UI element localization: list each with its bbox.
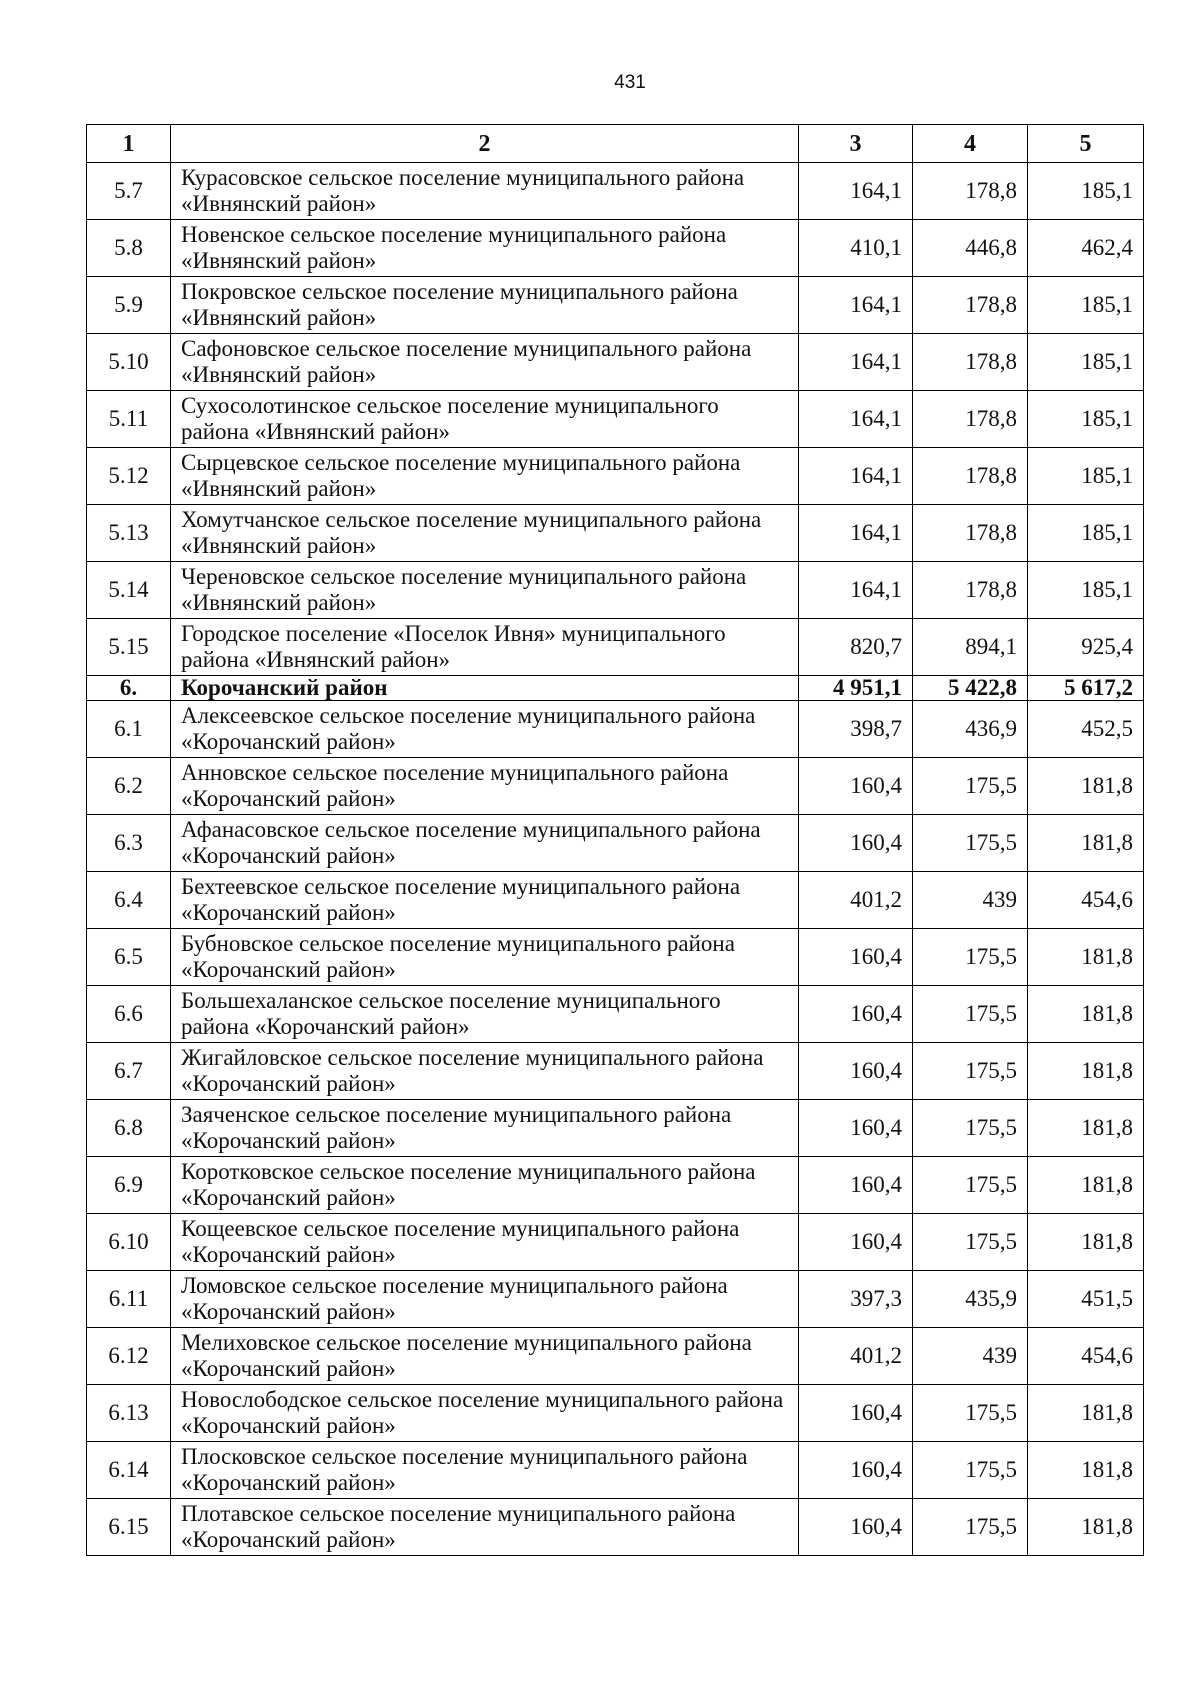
row-number-cell: 5.9 (87, 277, 171, 334)
row-value-col4-cell: 175,5 (913, 929, 1028, 986)
row-number-cell: 6.8 (87, 1100, 171, 1157)
row-number-cell: 6.4 (87, 872, 171, 929)
row-name-cell: Плосковское сельское поселение муниципального района «Корочанский район» (171, 1442, 799, 1499)
table-row (87, 1157, 1144, 1214)
row-name-cell: Новенское сельское поселение муниципального района «Ивнянский район» (171, 220, 799, 277)
row-value-col3-cell: 164,1 (799, 334, 913, 391)
table-row (87, 619, 1144, 676)
table-row (87, 872, 1144, 929)
row-number-cell: 6.11 (87, 1271, 171, 1328)
row-name-cell: Алексеевское сельское поселение муниципального района «Корочанский район» (171, 701, 799, 758)
row-value-col4-cell: 894,1 (913, 619, 1028, 676)
row-number-cell: 6.3 (87, 815, 171, 872)
table-row (87, 1385, 1144, 1442)
row-name-cell: Городское поселение «Поселок Ивня» муниципального района «Ивнянский район» (171, 619, 799, 676)
row-number-cell: 6.13 (87, 1385, 171, 1442)
row-value-col3-cell: 160,4 (799, 1442, 913, 1499)
row-number-cell: 6.9 (87, 1157, 171, 1214)
row-value-col4-cell: 175,5 (913, 1442, 1028, 1499)
row-value-col5-cell: 181,8 (1028, 758, 1144, 815)
table-row (87, 758, 1144, 815)
row-name-cell: Хомутчанское сельское поселение муниципального района «Ивнянский район» (171, 505, 799, 562)
row-value-col4-cell: 175,5 (913, 1157, 1028, 1214)
header-cell: 4 (913, 125, 1028, 163)
table-section-row (87, 676, 1144, 701)
row-value-col4-cell: 439 (913, 1328, 1028, 1385)
row-value-col4-cell: 178,8 (913, 562, 1028, 619)
row-value-col3-cell: 160,4 (799, 815, 913, 872)
row-name-cell: Сафоновское сельское поселение муниципального района «Ивнянский район» (171, 334, 799, 391)
row-value-col4-cell: 178,8 (913, 448, 1028, 505)
row-name-cell: Большехаланское сельское поселение муниципального района «Корочанский район» (171, 986, 799, 1043)
row-name-cell: Афанасовское сельское поселение муниципального района «Корочанский район» (171, 815, 799, 872)
header-cell: 5 (1028, 125, 1144, 163)
row-name-cell: Покровское сельское поселение муниципального района «Ивнянский район» (171, 277, 799, 334)
row-value-col3-cell: 164,1 (799, 562, 913, 619)
row-value-col3-cell: 164,1 (799, 505, 913, 562)
row-value-col4-cell: 446,8 (913, 220, 1028, 277)
table-row (87, 277, 1144, 334)
row-value-col5-cell: 181,8 (1028, 1385, 1144, 1442)
table-row (87, 815, 1144, 872)
row-value-col5-cell: 185,1 (1028, 562, 1144, 619)
row-value-col5-cell: 185,1 (1028, 505, 1144, 562)
row-value-col4-cell: 5 422,8 (913, 676, 1028, 701)
row-name-cell: Ломовское сельское поселение муниципального района «Корочанский район» (171, 1271, 799, 1328)
row-value-col4-cell: 178,8 (913, 505, 1028, 562)
row-value-col5-cell: 181,8 (1028, 1157, 1144, 1214)
table-row (87, 505, 1144, 562)
table-row (87, 562, 1144, 619)
table-row (87, 1271, 1144, 1328)
row-name-cell: Жигайловское сельское поселение муниципального района «Корочанский район» (171, 1043, 799, 1100)
row-value-col5-cell: 181,8 (1028, 986, 1144, 1043)
row-value-col5-cell: 181,8 (1028, 1043, 1144, 1100)
row-number-cell: 5.11 (87, 391, 171, 448)
row-value-col5-cell: 185,1 (1028, 391, 1144, 448)
row-value-col5-cell: 185,1 (1028, 448, 1144, 505)
row-number-cell: 5.8 (87, 220, 171, 277)
row-name-cell: Мелиховское сельское поселение муниципального района «Корочанский район» (171, 1328, 799, 1385)
row-value-col3-cell: 410,1 (799, 220, 913, 277)
row-number-cell: 6.7 (87, 1043, 171, 1100)
row-name-cell: Коротковское сельское поселение муниципального района «Корочанский район» (171, 1157, 799, 1214)
row-number-cell: 6.10 (87, 1214, 171, 1271)
row-value-col4-cell: 178,8 (913, 277, 1028, 334)
budget-table (86, 124, 1144, 1556)
row-value-col3-cell: 164,1 (799, 163, 913, 220)
row-number-cell: 6.5 (87, 929, 171, 986)
table-row (87, 334, 1144, 391)
header-cell: 1 (87, 125, 171, 163)
row-number-cell: 6.6 (87, 986, 171, 1043)
table-body (87, 125, 1144, 1556)
row-value-col4-cell: 175,5 (913, 815, 1028, 872)
row-value-col5-cell: 454,6 (1028, 1328, 1144, 1385)
row-value-col4-cell: 178,8 (913, 163, 1028, 220)
table-row (87, 701, 1144, 758)
row-value-col3-cell: 164,1 (799, 277, 913, 334)
row-value-col4-cell: 175,5 (913, 1100, 1028, 1157)
row-value-col5-cell: 181,8 (1028, 1214, 1144, 1271)
row-value-col5-cell: 181,8 (1028, 1442, 1144, 1499)
row-value-col5-cell: 454,6 (1028, 872, 1144, 929)
row-value-col3-cell: 401,2 (799, 1328, 913, 1385)
row-value-col4-cell: 436,9 (913, 701, 1028, 758)
row-value-col3-cell: 820,7 (799, 619, 913, 676)
row-value-col4-cell: 175,5 (913, 1043, 1028, 1100)
table-row (87, 1214, 1144, 1271)
row-value-col3-cell: 397,3 (799, 1271, 913, 1328)
row-value-col5-cell: 462,4 (1028, 220, 1144, 277)
row-value-col5-cell: 185,1 (1028, 334, 1144, 391)
row-value-col3-cell: 4 951,1 (799, 676, 913, 701)
row-name-cell: Заяченское сельское поселение муниципального района «Корочанский район» (171, 1100, 799, 1157)
row-name-cell: Новослободское сельское поселение муниципального района «Корочанский район» (171, 1385, 799, 1442)
row-value-col3-cell: 160,4 (799, 1100, 913, 1157)
row-value-col3-cell: 160,4 (799, 1499, 913, 1556)
table-row (87, 163, 1144, 220)
row-value-col4-cell: 175,5 (913, 986, 1028, 1043)
row-name-cell: Сырцевское сельское поселение муниципального района «Ивнянский район» (171, 448, 799, 505)
row-value-col3-cell: 160,4 (799, 1214, 913, 1271)
row-value-col4-cell: 175,5 (913, 1385, 1028, 1442)
table-header-row (87, 125, 1144, 163)
row-value-col4-cell: 439 (913, 872, 1028, 929)
row-number-cell: 6. (87, 676, 171, 701)
row-value-col3-cell: 401,2 (799, 872, 913, 929)
table-row (87, 220, 1144, 277)
row-number-cell: 6.1 (87, 701, 171, 758)
row-number-cell: 5.13 (87, 505, 171, 562)
row-value-col3-cell: 160,4 (799, 986, 913, 1043)
row-number-cell: 6.12 (87, 1328, 171, 1385)
row-value-col5-cell: 181,8 (1028, 815, 1144, 872)
row-value-col3-cell: 160,4 (799, 1157, 913, 1214)
row-value-col4-cell: 435,9 (913, 1271, 1028, 1328)
row-value-col3-cell: 164,1 (799, 448, 913, 505)
table-row (87, 1499, 1144, 1556)
row-value-col4-cell: 178,8 (913, 334, 1028, 391)
table-row (87, 1043, 1144, 1100)
row-value-col5-cell: 452,5 (1028, 701, 1144, 758)
row-value-col5-cell: 185,1 (1028, 163, 1144, 220)
row-value-col3-cell: 160,4 (799, 1043, 913, 1100)
row-value-col4-cell: 175,5 (913, 758, 1028, 815)
row-value-col4-cell: 178,8 (913, 391, 1028, 448)
row-number-cell: 5.15 (87, 619, 171, 676)
row-name-cell: Бубновское сельское поселение муниципального района «Корочанский район» (171, 929, 799, 986)
row-value-col4-cell: 175,5 (913, 1499, 1028, 1556)
row-name-cell: Бехтеевское сельское поселение муниципального района «Корочанский район» (171, 872, 799, 929)
table-row (87, 1100, 1144, 1157)
table-row (87, 391, 1144, 448)
row-value-col5-cell: 5 617,2 (1028, 676, 1144, 701)
row-value-col3-cell: 164,1 (799, 391, 913, 448)
header-cell: 3 (799, 125, 913, 163)
row-value-col3-cell: 160,4 (799, 758, 913, 815)
row-number-cell: 5.12 (87, 448, 171, 505)
row-value-col5-cell: 181,8 (1028, 1100, 1144, 1157)
row-name-cell: Плотавское сельское поселение муниципального района «Корочанский район» (171, 1499, 799, 1556)
row-number-cell: 6.15 (87, 1499, 171, 1556)
row-name-cell: Курасовское сельское поселение муниципального района «Ивнянский район» (171, 163, 799, 220)
row-value-col3-cell: 160,4 (799, 929, 913, 986)
row-value-col4-cell: 175,5 (913, 1214, 1028, 1271)
row-value-col5-cell: 925,4 (1028, 619, 1144, 676)
table-row (87, 986, 1144, 1043)
table-row (87, 929, 1144, 986)
table-row (87, 448, 1144, 505)
row-name-cell: Сухосолотинское сельское поселение муниципального района «Ивнянский район» (171, 391, 799, 448)
row-number-cell: 5.7 (87, 163, 171, 220)
table-row (87, 1442, 1144, 1499)
page-number: 431 (614, 72, 646, 93)
row-number-cell: 6.2 (87, 758, 171, 815)
row-number-cell: 5.14 (87, 562, 171, 619)
row-value-col5-cell: 451,5 (1028, 1271, 1144, 1328)
row-name-cell: Анновское сельское поселение муниципального района «Корочанский район» (171, 758, 799, 815)
row-value-col3-cell: 398,7 (799, 701, 913, 758)
row-name-cell: Череновское сельское поселение муниципального района «Ивнянский район» (171, 562, 799, 619)
header-cell: 2 (171, 125, 799, 163)
table-row (87, 1328, 1144, 1385)
row-number-cell: 6.14 (87, 1442, 171, 1499)
row-number-cell: 5.10 (87, 334, 171, 391)
row-name-cell: Корочанский район (171, 676, 799, 701)
row-name-cell: Кощеевское сельское поселение муниципального района «Корочанский район» (171, 1214, 799, 1271)
row-value-col3-cell: 160,4 (799, 1385, 913, 1442)
row-value-col5-cell: 181,8 (1028, 929, 1144, 986)
row-value-col5-cell: 181,8 (1028, 1499, 1144, 1556)
row-value-col5-cell: 185,1 (1028, 277, 1144, 334)
